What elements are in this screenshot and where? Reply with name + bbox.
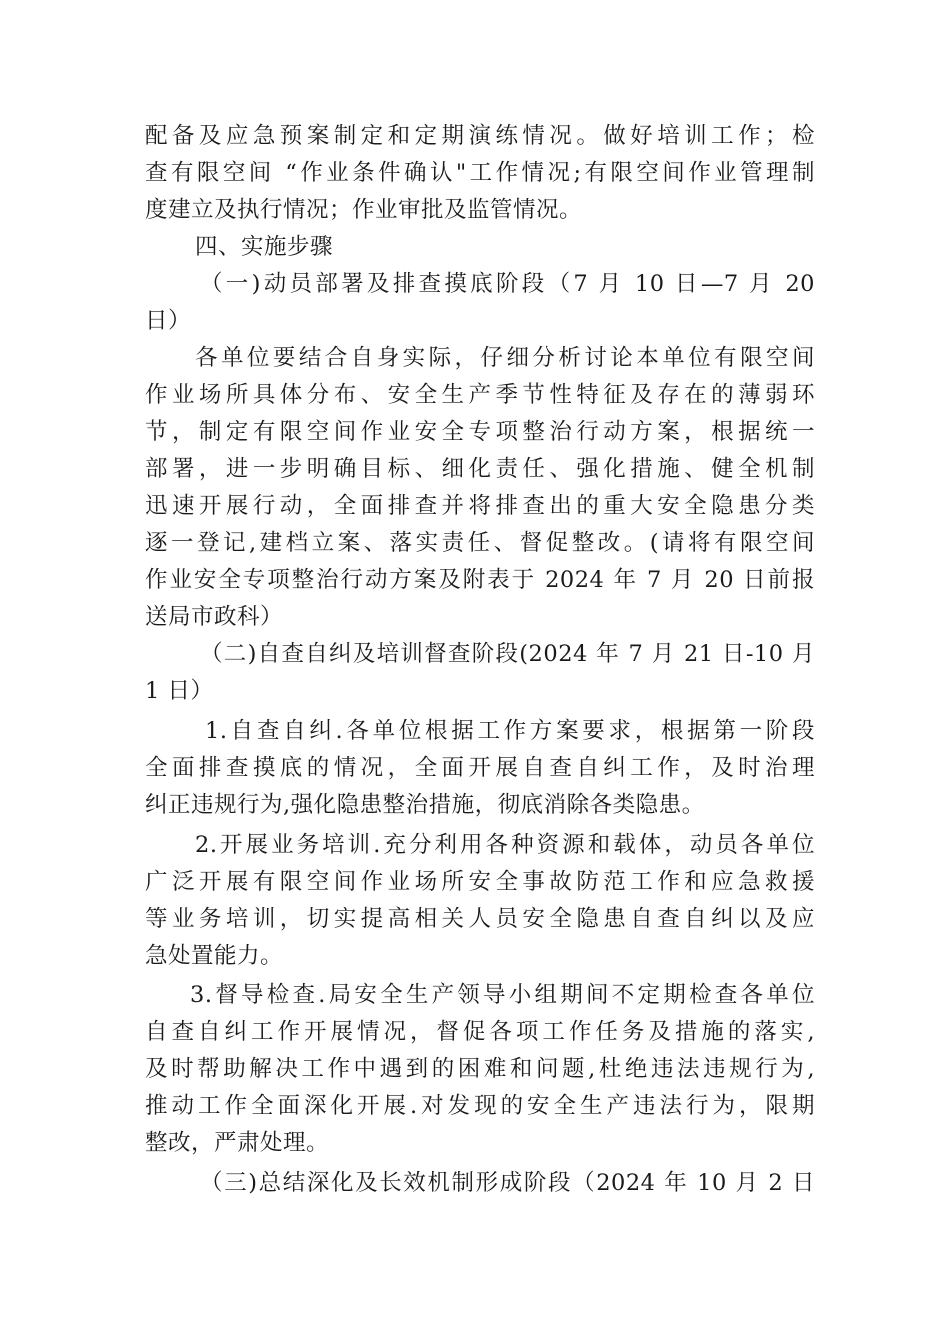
list-item-line: 自查自纠工作开展情况，督促各项工作任务及措施的落实,: [145, 1019, 815, 1045]
paragraph-line: 逐一登记,建档立案、落实责任、督促整改。(请将有限空间: [145, 530, 815, 556]
paragraph-line: 部署，进一步明确目标、细化责任、强化措施、健全机制: [145, 456, 815, 482]
paragraph-line: 作业场所具体分布、安全生产季节性特征及存在的薄弱环: [145, 382, 815, 408]
section-heading: 四、实施步骤: [195, 234, 334, 260]
list-item-line: 全面排查摸底的情况，全面开展自查自纠工作，及时治理: [145, 755, 815, 781]
list-item-line: 3.督导检查.局安全生产领导小组期间不定期检查各单位: [190, 982, 815, 1008]
paragraph-line: 各单位要结合自身实际，仔细分析讨论本单位有限空间: [195, 345, 815, 371]
subsection-heading: （一)动员部署及排查摸底阶段（7 月 10 日—7 月 20: [200, 271, 815, 297]
list-item-line: 推动工作全面深化开展.对发现的安全生产违法行为，限期: [145, 1093, 815, 1119]
paragraph-line: 迅速开展行动，全面排查并将排查出的重大安全隐患分类: [145, 493, 815, 519]
paragraph-line: 配备及应急预案制定和定期演练情况。做好培训工作；检: [145, 123, 815, 149]
paragraph-line: 节，制定有限空间作业安全专项整治行动方案，根据统一: [145, 419, 815, 445]
paragraph-line: 度建立及执行情况；作业审批及监管情况。: [145, 197, 583, 223]
list-item-line: 1.自查自纠.各单位根据工作方案要求，根据第一阶段: [205, 718, 815, 744]
paragraph-line: 送局市政科）: [145, 604, 284, 630]
list-item-line: 整改，严肃处理。: [145, 1130, 330, 1156]
subsection-heading: （三)总结深化及长效机制形成阶段（2024 年 10 月 2 日: [200, 1170, 815, 1196]
subsection-heading-cont: 日）: [145, 308, 192, 334]
subsection-heading: （二)自查自纠及培训督查阶段(2024 年 7 月 21 日-10 月: [200, 641, 815, 667]
paragraph-line: 查有限空间 “作业条件确认"工作情况;有限空间作业管理制: [145, 160, 815, 186]
list-item-line: 急处置能力。: [145, 943, 284, 969]
list-item-line: 2.开展业务培训.充分利用各种资源和载体，动员各单位: [195, 832, 815, 858]
list-item-line: 等业务培训，切实提高相关人员安全隐患自查自纠以及应: [145, 906, 815, 932]
list-item-line: 纠正违规行为,强化隐患整治措施，彻底消除各类隐患。: [145, 792, 705, 818]
subsection-heading-cont: 1 日）: [145, 678, 214, 704]
list-item-line: 广泛开展有限空间作业场所安全事故防范工作和应急救援: [145, 869, 815, 895]
paragraph-line: 作业安全专项整治行动方案及附表于 2024 年 7 月 20 日前报: [145, 567, 815, 593]
list-item-line: 及时帮助解决工作中遇到的困难和问题,杜绝违法违规行为,: [145, 1056, 815, 1082]
